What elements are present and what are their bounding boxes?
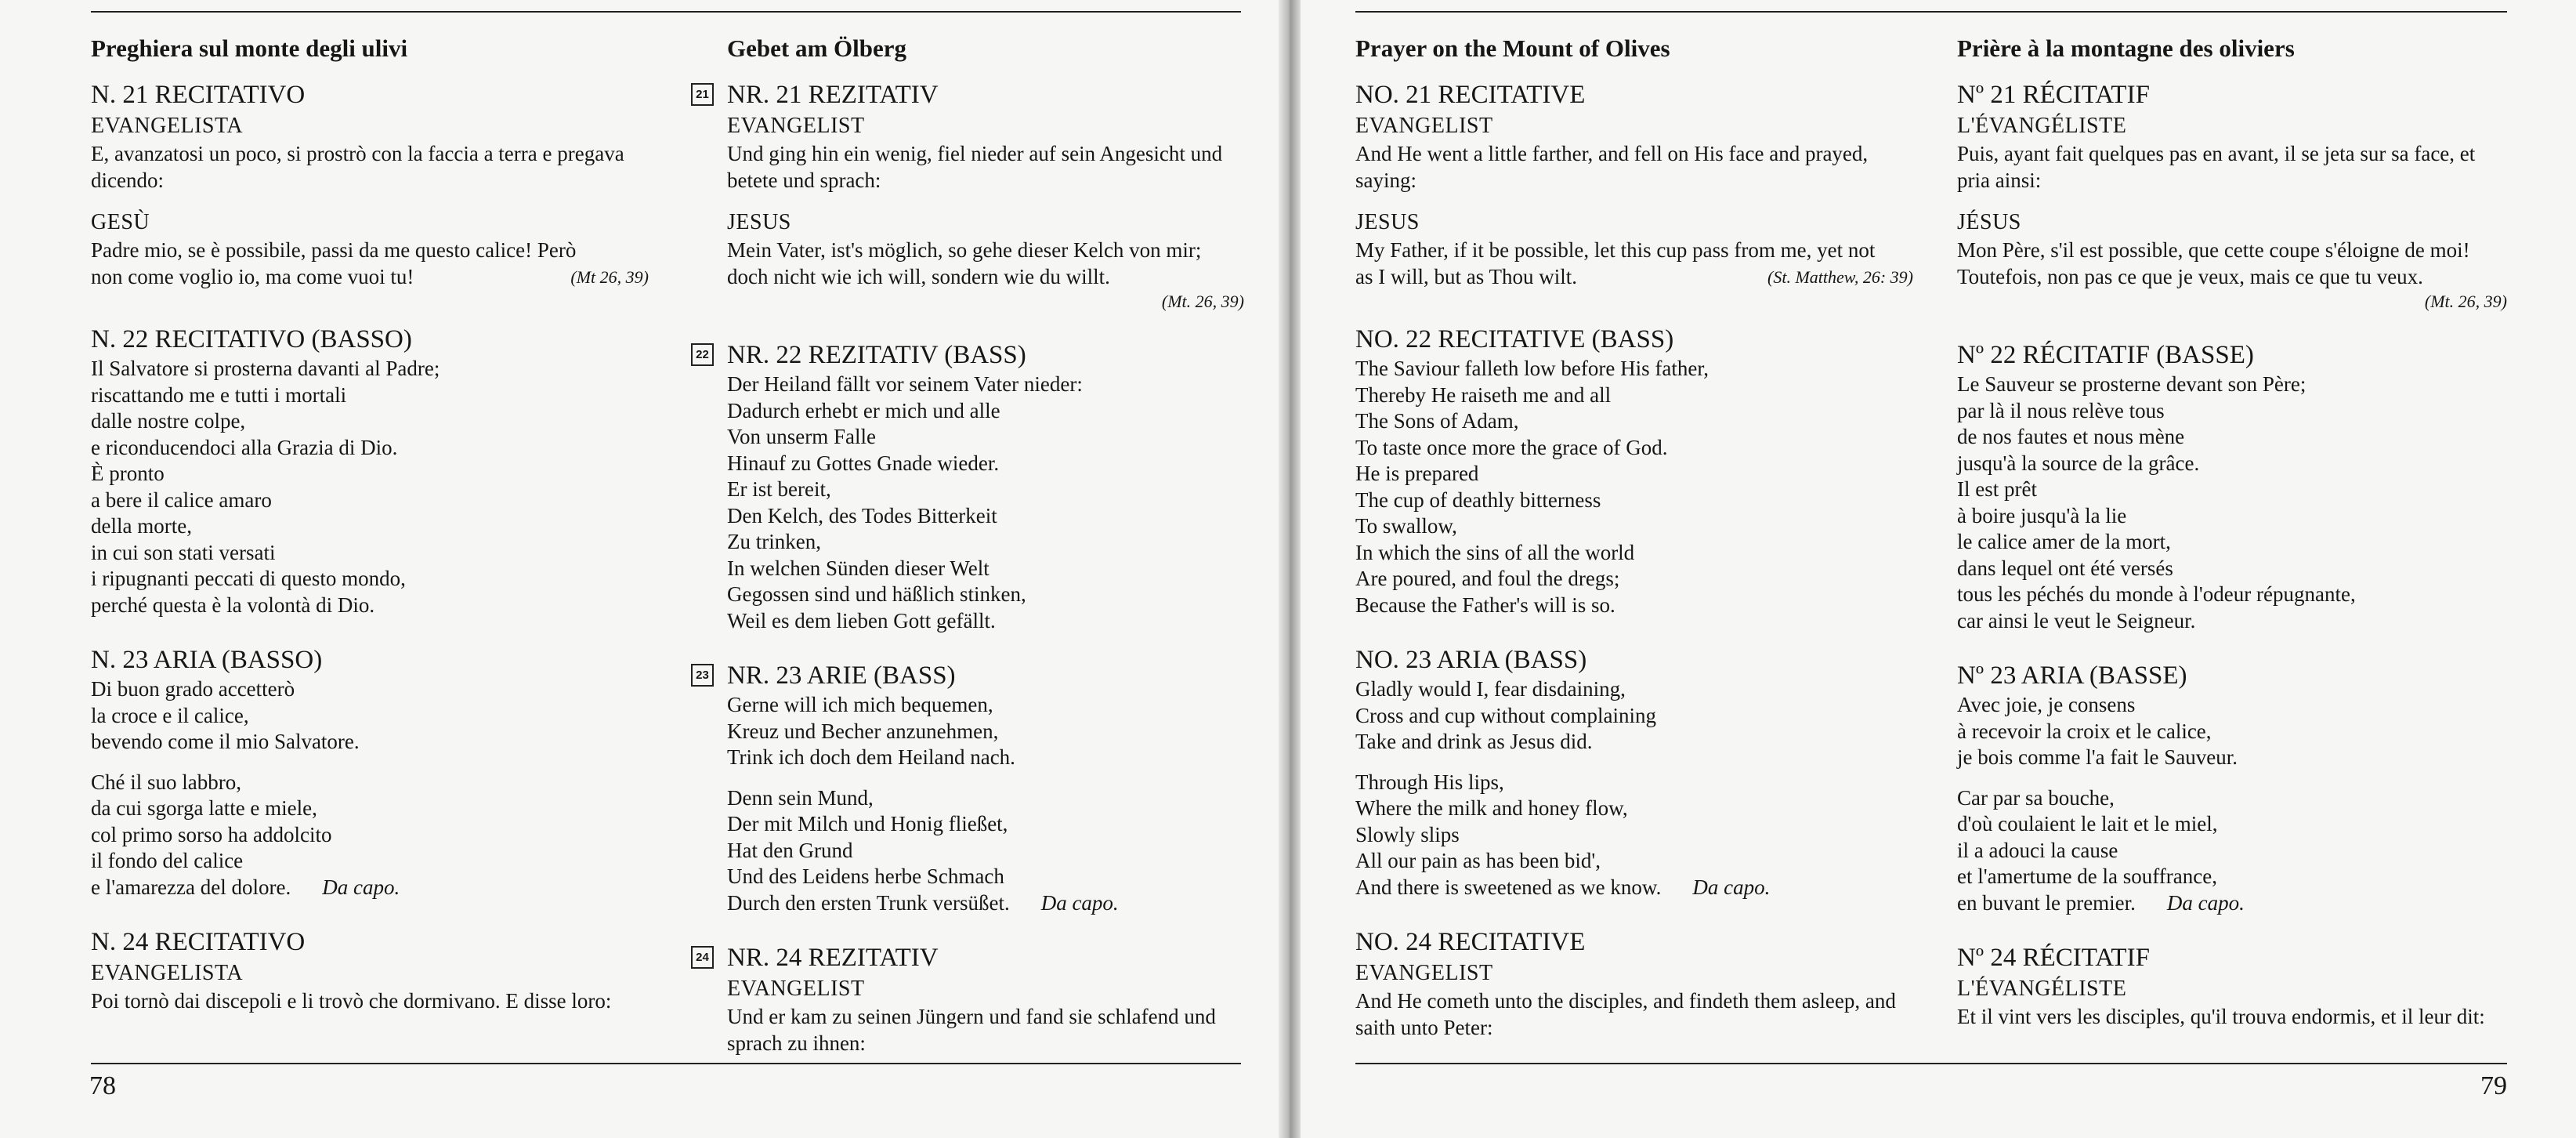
english-column bbox=[1355, 33, 1913, 1041]
aria-stanza-2: Through His lips, Where the milk and honey flow, Slowly slips All our pain as has been bid', And there is sweetened as we know. Da capo. bbox=[1355, 770, 1771, 899]
recitative-text: Poi tornò dai discepoli e li trovò che dormivano. E disse loro: bbox=[91, 989, 612, 1013]
column-title: Prayer on the Mount of Olives bbox=[1355, 34, 1670, 62]
scripture-reference: (Mt 26, 39) bbox=[570, 266, 649, 287]
aria-stanza-2: Ché il suo labbro, da cui sgorga latte e miele, col primo sorso ha addolcito il fondo del calice e l'amarezza del dolore. Da capo. bbox=[91, 770, 400, 899]
right-page bbox=[1301, 0, 2576, 1138]
role-label-jesus: JÉSUS bbox=[1957, 210, 2021, 234]
recitative-text: Puis, ayant fait quelques pas en avant, il se jeta sur sa face, et pria ainsi: bbox=[1957, 142, 2476, 192]
section-heading-23: 23 NR. 23 ARIE (BASS) bbox=[727, 659, 1244, 692]
section-heading-21: NO. 21 RECITATIVE bbox=[1355, 81, 1586, 109]
scripture-reference: (Mt. 26, 39) bbox=[1161, 292, 1244, 311]
role-label: EVANGELISTA bbox=[91, 961, 244, 985]
recitative-verse: Il Salvatore si prosterna davanti al Padre; riscattando me e tutti i mortali dalle nostre colpe, e riconducendoci alla Grazia di Dio. È pronto a bere il calice amaro della morte, in cui son stati versati i ripugnanti peccati di questo mondo, perché questa è la volontà di Dio. bbox=[91, 357, 440, 617]
aria-stanza-2: Car par sa bouche, d'où coulaient le lait et le miel, il a adouci la cause et l'amertume de la souffrance, en buvant le premier. Da capo. bbox=[1957, 785, 2245, 915]
recitative-verse: Der Heiland fällt vor seinem Vater nieder: Dadurch erhebt er mich und alle Von unserm Falle Hinauf zu Gottes Gnade wieder. Er ist bereit, Den Kelch, des Todes Bitterkeit Zu trinken, In welchen Sünden dieser Welt Gegossen sind und häßlich stinken, Weil es dem lieben Gott gefällt. bbox=[727, 372, 1083, 632]
jesus-text-line-2: (Mt 26, 39) non come voglio io, ma come vuoi tu! bbox=[91, 264, 649, 291]
bottom-rule bbox=[1355, 1063, 2507, 1064]
recitative-text: Und er kam zu seinen Jüngern und fand sie schlafend und sprach zu ihnen: bbox=[727, 1005, 1216, 1055]
section-heading-21: Nº 21 RÉCITATIF bbox=[1957, 81, 2150, 109]
scripture-reference: (Mt. 26, 39) bbox=[2424, 292, 2507, 311]
section-heading-24: 24 NR. 24 REZITATIV bbox=[727, 941, 1244, 974]
role-label: L'ÉVANGÉLISTE bbox=[1957, 114, 2127, 138]
recitative-text: E, avanzatosi un poco, si prostrò con la faccia a terra e pregava dicendo: bbox=[91, 142, 624, 192]
role-label: EVANGELIST bbox=[1355, 961, 1493, 985]
top-rule bbox=[1355, 11, 2507, 13]
section-heading-22: 22 NR. 22 REZITATIV (BASS) bbox=[727, 339, 1244, 371]
column-title: Preghiera sul monte degli ulivi bbox=[91, 34, 408, 62]
jesus-text-line-1: My Father, if it be possible, let this cup pass from me, yet not bbox=[1355, 238, 1876, 262]
section-heading-23: NO. 23 ARIA (BASS) bbox=[1355, 646, 1587, 674]
jesus-text-line-1: Padre mio, se è possibile, passi da me questo calice! Però bbox=[91, 238, 577, 262]
german-column bbox=[696, 33, 1244, 1056]
top-rule bbox=[91, 11, 1241, 13]
da-capo-mark: Da capo. bbox=[1040, 890, 1119, 915]
section-heading-24: N. 24 RECITATIVO bbox=[91, 928, 306, 956]
recitative-text: And He cometh unto the disciples, and findeth them asleep, and saith unto Peter: bbox=[1355, 989, 1896, 1039]
section-heading-23: N. 23 ARIA (BASSO) bbox=[91, 646, 323, 674]
section-heading-22: NO. 22 RECITATIVE (BASS) bbox=[1355, 325, 1674, 353]
recitative-text: Et il vint vers les disciples, qu'il trouva endormis, et il leur dit: bbox=[1957, 1005, 2485, 1028]
role-label-jesus: GESÙ bbox=[91, 210, 150, 234]
role-label: EVANGELIST bbox=[727, 114, 865, 138]
aria-stanza-1: Gladly would I, fear disdaining, Cross and cup without complaining Take and drink as Jesus did. bbox=[1355, 677, 1656, 753]
scripture-reference: (St. Matthew, 26: 39) bbox=[1767, 266, 1913, 287]
column-title: Prière à la montagne des oliviers bbox=[1957, 34, 2295, 62]
track-number-box: 21 bbox=[691, 83, 714, 106]
role-label: EVANGELISTA bbox=[91, 114, 244, 138]
track-number-box: 22 bbox=[691, 343, 714, 366]
section-heading-21: N. 21 RECITATIVO bbox=[91, 81, 306, 109]
book-gutter bbox=[1279, 0, 1301, 1138]
aria-stanza-2: Denn sein Mund, Der mit Milch und Honig fließet, Hat den Grund Und des Leidens herbe Schmach Durch den ersten Trunk versüßet. Da capo. bbox=[727, 785, 1119, 915]
da-capo-mark: Da capo. bbox=[1692, 875, 1771, 899]
recitative-text: And He went a little farther, and fell on His face and prayed, saying: bbox=[1355, 142, 1869, 192]
page-number: 78 bbox=[89, 1071, 116, 1100]
role-label-jesus: JESUS bbox=[1355, 210, 1420, 234]
section-heading-23: Nº 23 ARIA (BASSE) bbox=[1957, 661, 2187, 690]
role-label: EVANGELIST bbox=[727, 977, 865, 1001]
italian-column bbox=[91, 33, 649, 1015]
track-number-box: 24 bbox=[691, 946, 714, 969]
da-capo-mark: Da capo. bbox=[322, 875, 400, 899]
section-heading-24: Nº 24 RÉCITATIF bbox=[1957, 944, 2150, 972]
recitative-verse: The Saviour falleth low before His father, Thereby He raiseth me and all The Sons of Adam, To taste once more the grace of God. He is prepared The cup of deathly bitterness To swallow, In which the sins of all the world Are poured, and foul the dregs; Because the Father's will is so. bbox=[1355, 357, 1709, 617]
aria-stanza-1: Di buon grado accetterò la croce e il calice, bevendo come il mio Salvatore. bbox=[91, 677, 360, 753]
section-heading-24: NO. 24 RECITATIVE bbox=[1355, 928, 1586, 956]
aria-stanza-1: Avec joie, je consens à recevoir la croix et le calice, je bois comme l'a fait le Sauveur. bbox=[1957, 693, 2238, 769]
aria-stanza-1: Gerne will ich mich bequemen, Kreuz und Becher anzunehmen, Trink ich doch dem Heiland nach. bbox=[727, 693, 1015, 769]
recitative-text: Und ging hin ein wenig, fiel nieder auf sein Angesicht und betete und sprach: bbox=[727, 142, 1223, 192]
page-number: 79 bbox=[2480, 1071, 2507, 1100]
bottom-rule bbox=[91, 1063, 1241, 1064]
jesus-text-line-2: (St. Matthew, 26: 39) as I will, but as Thou wilt. bbox=[1355, 264, 1913, 291]
da-capo-mark: Da capo. bbox=[2166, 890, 2245, 915]
left-page bbox=[0, 0, 1279, 1138]
jesus-text: Mon Père, s'il est possible, que cette coupe s'éloigne de moi! Toutefois, non pas ce que je veux, mais ce que tu veux. bbox=[1957, 238, 2470, 288]
role-label-jesus: JESUS bbox=[727, 210, 791, 234]
section-heading-22: N. 22 RECITATIVO (BASSO) bbox=[91, 325, 412, 353]
role-label: EVANGELIST bbox=[1355, 114, 1493, 138]
recitative-verse: Le Sauveur se prosterne devant son Père; par là il nous relève tous de nos fautes et nous mène jusqu'à la source de la grâce. Il est prêt à boire jusqu'à la lie le calice amer de la mort, dans lequel ont été versés tous les péchés du monde à l'odeur répugnante, car ainsi le veut le Seigneur. bbox=[1957, 372, 2356, 632]
track-number-box: 23 bbox=[691, 664, 714, 687]
section-heading-21: 21 NR. 21 REZITATIV bbox=[727, 78, 1244, 111]
role-label: L'ÉVANGÉLISTE bbox=[1957, 977, 2127, 1001]
jesus-text: Mein Vater, ist's möglich, so gehe dieser Kelch von mir; doch nicht wie ich will, sondern wie du willt. bbox=[727, 238, 1202, 288]
french-column bbox=[1957, 33, 2507, 1031]
section-heading-22: Nº 22 RÉCITATIF (BASSE) bbox=[1957, 341, 2254, 369]
column-title: Gebet am Ölberg bbox=[727, 34, 907, 62]
